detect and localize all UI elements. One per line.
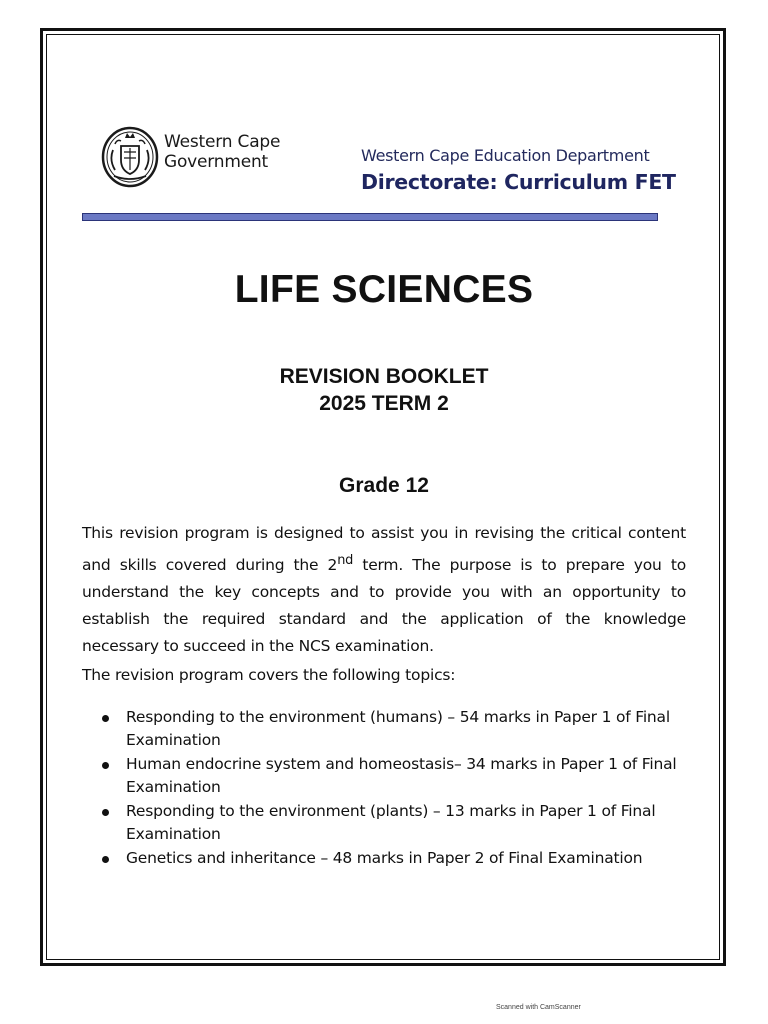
government-name-line2: Government [164, 152, 269, 172]
bullet-icon [102, 809, 109, 816]
bullet-icon [102, 762, 109, 769]
subtitle-booklet: REVISION BOOKLET [279, 365, 489, 388]
government-logo [100, 124, 300, 190]
intro-paragraph [82, 520, 686, 660]
government-name-line1: Western Cape [164, 132, 281, 152]
topic-text: Human endocrine system and homeostasis– 34 marks in Paper 1 of Final Examination [126, 755, 677, 796]
directorate-name: Directorate: Curriculum FET [361, 170, 676, 194]
document-title: LIFE SCIENCES [234, 268, 534, 311]
topic-text: Responding to the environment (plants) – 13 marks in Paper 1 of Final Examination [126, 802, 656, 843]
intro-text-end: term. The purpose is to prepare you to understand the key concepts and to provide you with an opportunity to establish the required standard and the application of the knowledge necessary to succeed in the NCS examination. [82, 556, 686, 656]
department-name: Western Cape Education Department [361, 146, 650, 165]
header-divider [82, 213, 658, 221]
topic-text: Genetics and inheritance – 48 marks in Paper 2 of Final Examination [126, 849, 643, 867]
list-item [82, 706, 686, 752]
scanner-watermark: Scanned with CamScanner [496, 1004, 581, 1011]
intro-superscript: nd [337, 553, 354, 568]
government-name [164, 132, 280, 172]
grade-label: Grade 12 [339, 474, 429, 497]
subtitle-term: 2025 TERM 2 [319, 392, 449, 415]
list-item [82, 753, 686, 799]
list-item [82, 847, 686, 870]
list-item [82, 800, 686, 846]
bullet-icon [102, 715, 109, 722]
topics-list [82, 706, 686, 871]
intro-text-start: This revision program is designed to assist you in revising the critical content and skills covered during the 2 [82, 524, 686, 575]
topic-text: Responding to the environment (humans) – 54 marks in Paper 1 of Final Examination [126, 708, 670, 749]
bullet-icon [102, 856, 109, 863]
coat-of-arms-crest-icon [100, 124, 160, 188]
topics-lead: The revision program covers the following topics: [82, 666, 456, 684]
